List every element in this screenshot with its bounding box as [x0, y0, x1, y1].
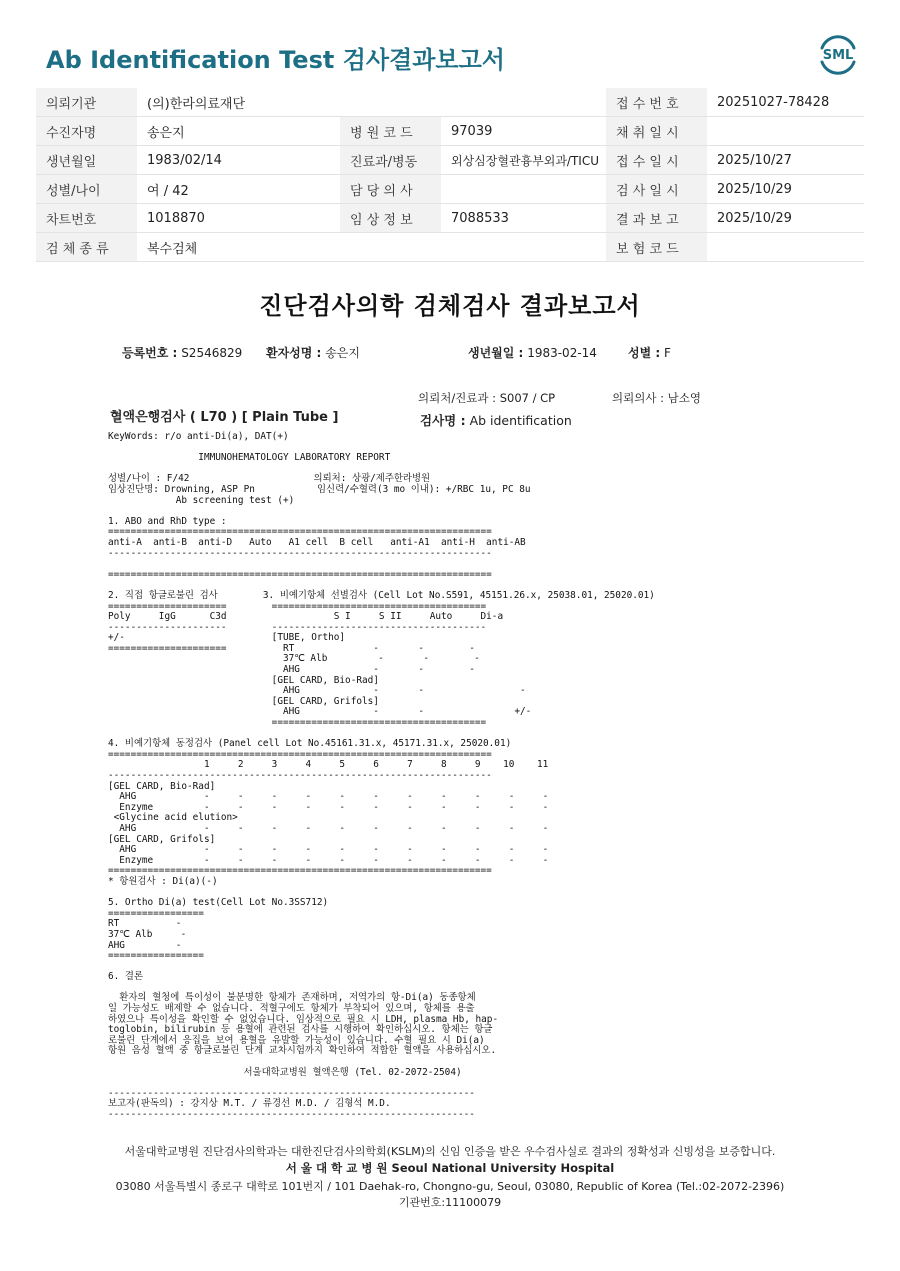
certification-note: 서울대학교병원 진단검사의학과는 대한진단검사의학회(KSLM)의 신임 인증을 받은 우수검사실로 결과의 정확성과 신빙성을 보증합니다. [124, 1145, 776, 1158]
info-value: 1018870 [137, 204, 340, 233]
patient-info-table [36, 88, 864, 262]
info-label [340, 233, 441, 262]
registration-value: S2546829 [181, 346, 243, 360]
info-value [707, 117, 864, 146]
sex-label: 성별 : [628, 346, 661, 360]
document-title: 진단검사의학 검체검사 결과보고서 [259, 292, 641, 320]
info-label: 검 체 종 류 [36, 233, 137, 262]
info-row [36, 146, 864, 175]
info-label: 진료과/병동 [340, 146, 441, 175]
info-value: 2025/10/27 [707, 146, 864, 175]
logo-arc-top [822, 37, 854, 48]
info-value: 1983/02/14 [137, 146, 340, 175]
info-label: 수진자명 [36, 117, 137, 146]
info-value: 97039 [441, 117, 606, 146]
registration-label: 등록번호 : [122, 346, 178, 360]
info-value [441, 88, 606, 117]
info-label: 성별/나이 [36, 175, 137, 204]
info-value [441, 233, 606, 262]
info-label: 차트번호 [36, 204, 137, 233]
info-value [441, 175, 606, 204]
info-value: 2025/10/29 [707, 175, 864, 204]
institution-number: 기관번호:11100079 [398, 1196, 502, 1209]
test-name-label: 검사명 : [420, 413, 466, 428]
section-title: 혈액은행검사 ( L70 ) [ Plain Tube ] [110, 410, 339, 425]
info-row [36, 204, 864, 233]
info-label: 병 원 코 드 [340, 117, 441, 146]
sex-value: F [664, 346, 671, 360]
logo-arc-bottom [822, 62, 854, 73]
birth-date [468, 344, 597, 361]
info-label: 생년월일 [36, 146, 137, 175]
info-label: 담 당 의 사 [340, 175, 441, 204]
birth-date-value: 1983-02-14 [527, 346, 597, 360]
info-label [340, 88, 441, 117]
info-value: 20251027-78428 [707, 88, 864, 117]
info-label: 채 취 일 시 [606, 117, 707, 146]
info-value: 여 / 42 [137, 175, 340, 204]
info-label: 의뢰기관 [36, 88, 137, 117]
info-row [36, 117, 864, 146]
info-label: 검 사 일 시 [606, 175, 707, 204]
info-value: 송은지 [137, 117, 340, 146]
sml-logo [814, 30, 862, 78]
info-label: 임 상 정 보 [340, 204, 441, 233]
info-value: 복수검체 [137, 233, 340, 262]
birth-date-label: 생년월일 : [468, 346, 524, 360]
info-value [707, 233, 864, 262]
info-value: (의)한라의료재단 [137, 88, 340, 117]
patient-name-label: 환자성명 : [266, 346, 322, 360]
patient-name-value: 송은지 [325, 346, 360, 360]
info-value: 2025/10/29 [707, 204, 864, 233]
info-row [36, 233, 864, 262]
hospital-name: 서 울 대 학 교 병 원 Seoul National University Hospital [285, 1161, 615, 1175]
referring-department: 의뢰처/진료과 : S007 / CP [418, 391, 556, 405]
info-label: 접 수 번 호 [606, 88, 707, 117]
info-row [36, 175, 864, 204]
registration-number [122, 344, 242, 361]
sex [628, 344, 671, 361]
info-row [36, 88, 864, 117]
lab-report-text: KeyWords: r/o anti-Di(a), DAT(+) IMMUNOHEMATOLOGY LABORATORY REPORT 성별/나이 : F/42 의뢰처: 상광/제주한라병원 임상진단명: Drowning, ASP Pn 임신력/수혈력(3 mo 이내): +/RBC 1u, PC 8u Ab screening test (+) 1. ABO and RhD type : ==================================================================== anti-A anti-B anti-D Auto A1 cell B cell anti-A1 anti-H anti-AB -------------------------------------------------------------------- ==================================================================== 2. 직접 항글로불린 검사 3. 비예기항체 선별검사 (Cell Lot No.S591, 45151.26.x, 25038.01, 25020.01) ===================== ====================================== Poly IgG C3d S I S II Auto Di-a --------------------- -------------------------------------- +/- [TUBE, Ortho] ===================== RT - - - 37℃ Alb - - - AHG - - - [GEL CARD, Bio-Rad] AHG - - - [GEL CARD, Grifols] AHG - - +/- ====================================== 4. 비예기항체 동정검사 (Panel cell Lot No.45161.31.x, 45171.31.x, 25020.01) ==================================================================== 1 2 3 4 5 6 7 8 9 10 11 -------------------------------------------------------------------- [GEL CARD, Bio-Rad] AHG - - - - - - - - - - - Enzyme - - - - - - - - - - - <Glycine acid elution> AHG - - - - - - - - - - - [GEL CARD, Grifols] AHG - - - - - - - - - - - Enzyme - - - - - - - - - - - ==================================================================== * 항원검사 : Di(a)(-) 5. Ortho Di(a) test(Cell Lot No.3SS712) ================= RT - 37℃ Alb - AHG - ================= 6. 결론 환자의 혈청에 특이성이 불분명한 항체가 존재하며, 저역가의 항-Di(a) 동종항체 일 가능성도 배제할 수 없습니다. 적혈구에도 항체가 부착되어 있으며, 항체를 용출 하였으나 특이성을 확인할 수 없었습니다. 임상적으로 필요 시 LDH, plasma Hb, hap- toglobin, bilirubin 등 용혈에 관련된 검사를 시행하여 확인하십시오. 항체는 항글 로불린 단계에서 응집을 보여 용혈을 유발할 가능성이 있습니다. 수혈 필요 시 Di(a) 항원 음성 혈액 중 항글로불린 단계 교차시험까지 확인하여 적합한 혈액을 사용하십시오. 서울대학교병원 혈액은행 (Tel. 02-2072-2504) ----------------------------------------------------------------- 보고자(판독의) : 강지상 M.T. / 류경선 M.D. / 김형석 M.D. ----------------------------------------------------------------- [108, 431, 655, 1120]
hospital-address: 03080 서울특별시 종로구 대학로 101번지 / 101 Daehak-ro, Chongno-gu, Seoul, 03080, Republic of Korea (Tel.:02-2072-2396) [115, 1180, 785, 1193]
info-label: 보 험 코 드 [606, 233, 707, 262]
test-name-value: Ab identification [469, 413, 572, 428]
info-label: 접 수 일 시 [606, 146, 707, 175]
patient-name [266, 344, 360, 361]
report-title: Ab Identification Test 검사결과보고서 [46, 46, 505, 74]
test-name [420, 411, 572, 429]
referring-doctor: 의뢰의사 : 남소영 [612, 391, 701, 405]
info-label: 결 과 보 고 [606, 204, 707, 233]
logo-text: SML [822, 48, 854, 63]
info-value: 7088533 [441, 204, 606, 233]
info-value: 외상심장혈관흉부외과/TICU [441, 146, 606, 175]
